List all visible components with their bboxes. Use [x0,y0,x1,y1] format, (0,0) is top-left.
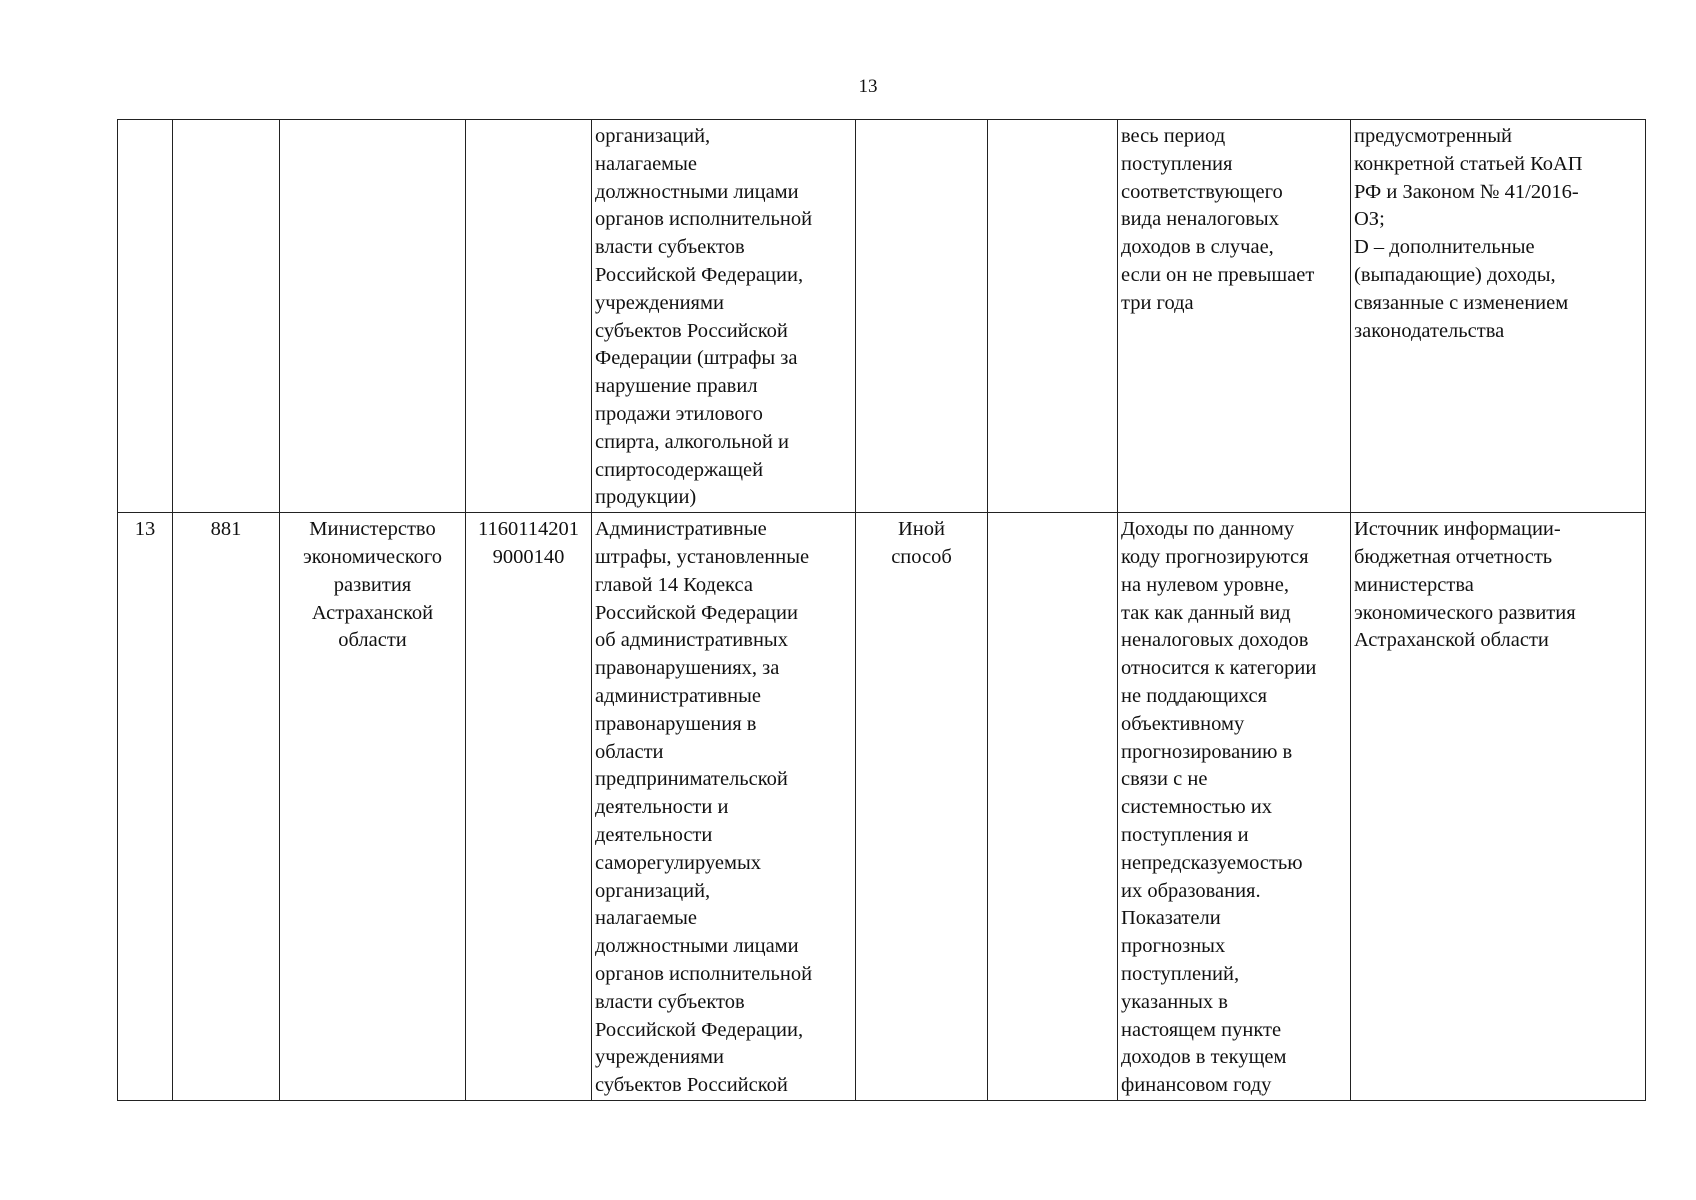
ministry-cell: Министерство экономического развития Астраханской области [280,513,466,1101]
page-number: 13 [858,76,878,97]
algorithm-cell: весь период поступления соответствующего вида неналоговых доходов в случае, если он не превышает три года [1118,120,1351,513]
table-row [118,513,1646,1101]
kbk-code-cell: 1160114201 9000140 [466,513,592,1101]
method-cell [856,120,988,513]
source-cell: предусмотренный конкретной статьей КоАП РФ и Законом № 41/2016- ОЗ; D – дополнительные (выпадающие) доходы, связанные с изменением законодательства [1351,120,1646,513]
revenue-name-cell: организаций, налагаемые должностными лицами органов исполнительной власти субъектов Российской Федерации, учреждениями субъектов Российской Федерации (штрафы за нарушение правил продажи этилового спирта, алкогольной и спиртосодержащей продукции) [592,120,856,513]
ministry-cell [280,120,466,513]
table-row [118,120,1646,513]
row-number-cell [118,120,173,513]
admin-code-cell [173,120,280,513]
revenue-forecast-table [117,119,1646,1101]
kbk-code-cell [466,120,592,513]
algorithm-cell: Доходы по данному коду прогнозируются на нулевом уровне, так как данный вид неналоговых доходов относится к категории не поддающихся объективному прогнозированию в связи с не системностью их поступления и непредсказуемостью их образования. Показатели прогнозных поступлений, указанных в настоящем пункте доходов в текущем финансовом году [1118,513,1351,1101]
formula-cell [988,120,1118,513]
revenue-name-cell: Административные штрафы, установленные главой 14 Кодекса Российской Федерации об административных правонарушениях, за административные правонарушения в области предпринимательской деятельности и деятельности саморегулируемых организаций, налагаемые должностными лицами органов исполнительной власти субъектов Российской Федерации, учреждениями субъектов Российской [592,513,856,1101]
source-cell: Источник информации- бюджетная отчетность министерства экономического развития Астраханской области [1351,513,1646,1101]
method-cell: Иной способ [856,513,988,1101]
row-number-cell: 13 [118,513,173,1101]
admin-code-cell: 881 [173,513,280,1101]
formula-cell [988,513,1118,1101]
